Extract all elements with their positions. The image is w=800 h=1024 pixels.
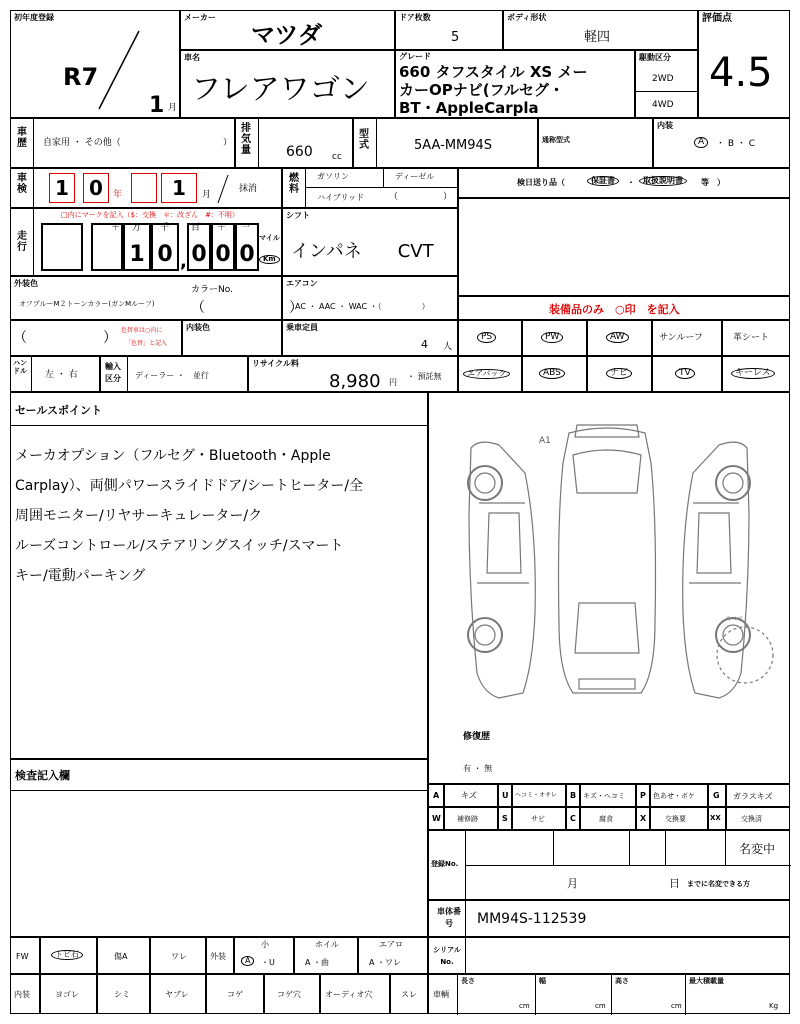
legend-x: X — [640, 814, 647, 823]
grade-line1: 660 タフスタイル XS メー — [399, 63, 588, 81]
shaken-cancel: 抹消 — [239, 184, 258, 194]
mileage-comma: , — [180, 251, 187, 272]
legend-c-text: 腐食 — [599, 815, 613, 823]
legend-p: P — [640, 791, 646, 800]
maker-label: メーカー — [184, 13, 216, 22]
interior-color-cell — [182, 320, 282, 356]
sales-line-2: Carplay）、両側パワースライドドア/シートヒーター/全 — [15, 478, 364, 494]
interior-color-label: 内装色 — [186, 323, 210, 332]
interior-grade-cell — [653, 118, 790, 168]
legend-b: B — [570, 791, 577, 800]
doors-label: ドア枚数 — [399, 13, 431, 22]
equip-keyless-label: キーレス — [731, 368, 775, 379]
mileage-hyaku: 百 — [191, 223, 201, 233]
int-label-cell — [10, 974, 40, 1014]
ext-wheel-label: ホイル — [315, 940, 339, 949]
color-no-label: カラーNo. — [191, 285, 233, 295]
grade-cell — [395, 50, 635, 118]
repair-label: 修復歴 — [463, 732, 491, 742]
car-diagram-cell — [428, 392, 790, 784]
drive-4wd: 4WD — [652, 100, 674, 110]
dims-label: 車輌 — [433, 990, 449, 999]
diagram-spare-label: スペア — [725, 616, 744, 623]
dims-height-unit: cm — [671, 1002, 682, 1010]
fuel-hybrid: ハイブリッド — [317, 193, 365, 202]
equip-leather-label: 革シート — [733, 333, 770, 343]
fw-ware: ワレ — [171, 952, 187, 961]
fw-item-1 — [40, 937, 97, 974]
equip-keyless — [722, 356, 790, 392]
grade-score-label: 評価点 — [702, 13, 732, 24]
mileage-digit-6: 0 — [235, 223, 259, 271]
equipment-header — [458, 296, 790, 320]
displacement-value: 660 — [286, 144, 313, 160]
legend-s: S — [502, 814, 508, 823]
chassis-label: 車体番号 — [437, 907, 461, 928]
color-change-close: ） — [103, 330, 117, 346]
ext-wheel-opts: A ・曲 — [305, 958, 330, 967]
fuel-other-open: （ — [389, 192, 399, 202]
ext-small-a: A — [241, 956, 254, 966]
attachments-end: 等 ） — [701, 178, 725, 187]
model-value: 5AA-MM94S — [414, 138, 493, 153]
capacity-value: 4 — [421, 338, 428, 351]
int-item-4 — [206, 974, 264, 1014]
history-close: ） — [223, 138, 233, 148]
maker-cell — [180, 10, 395, 50]
ext-label: 外装 — [210, 952, 226, 961]
sales-line-5: キー/電動パーキング — [15, 568, 146, 584]
slash-line — [11, 11, 181, 119]
capacity-label: 乗車定員 — [286, 323, 318, 332]
shaken-slash — [214, 169, 234, 209]
equip-aw — [587, 320, 652, 356]
equip-tv — [652, 356, 722, 392]
inspection-cell — [10, 759, 428, 937]
reg-deadline: までに名変できる方 — [687, 880, 750, 888]
color-change-open: （ — [13, 330, 27, 346]
int-item-5 — [264, 974, 320, 1014]
shaken-label: 車検 — [17, 173, 27, 195]
capacity-unit: 人 — [443, 342, 453, 352]
fuel-diesel: ディーゼル — [395, 172, 435, 181]
aircon-label: エアコン — [286, 279, 318, 288]
fw-item-3 — [150, 937, 206, 974]
mileage-km: Km — [259, 255, 280, 264]
int-item-2 — [97, 974, 150, 1014]
int-kogeana: コゲ穴 — [277, 990, 301, 999]
fw-tobiishi: トビ石 — [51, 950, 83, 960]
shift-value: インパネ CVT — [291, 241, 434, 262]
int-item-1 — [40, 974, 97, 1014]
car-name-value: フレアワゴン — [191, 72, 370, 107]
interior-grade-label: 内装 — [657, 121, 673, 130]
legend-w-text: 補修跡 — [457, 815, 478, 823]
ext-aero-label: エアロ — [379, 940, 403, 949]
attachments-opt2: 取扱説明書 — [639, 176, 687, 186]
equip-pw — [522, 320, 587, 356]
grade-line2: カーOPナビ(フルセグ・ — [399, 81, 565, 99]
reg-no-label: 登録No. — [431, 860, 459, 868]
legend-u-text: ヘコミ・オサレ — [515, 792, 557, 799]
int-yogore: ヨゴレ — [55, 990, 79, 999]
doors-value: 5 — [451, 30, 460, 45]
chassis-cell — [428, 900, 790, 937]
first-reg-month: 1 — [149, 93, 165, 118]
name-change-label: 名変中 — [739, 842, 776, 856]
equip-abs — [522, 356, 587, 392]
doors-cell — [395, 10, 503, 50]
import-label: 輸入区分 — [105, 362, 121, 383]
serial-cell — [428, 937, 790, 974]
dims-load-unit: Kg — [769, 1002, 779, 1010]
handle-cell — [10, 356, 100, 392]
body-label: ボディ形状 — [507, 13, 547, 22]
dims-cell — [428, 974, 790, 1014]
common-model-cell — [538, 118, 653, 168]
dims-height: 高さ — [615, 977, 629, 985]
fw-label: FW — [16, 952, 29, 961]
sales-line-4: ルーズコントロール/ステアリングスイッチ/スマート — [15, 538, 344, 554]
recycle-unit: 円 — [389, 378, 397, 387]
legend-u: U — [502, 791, 509, 800]
dims-width-unit: cm — [595, 1002, 606, 1010]
legend-x-text: 交換要 — [665, 815, 686, 823]
fw-item-2 — [97, 937, 150, 974]
legend-grid — [428, 784, 790, 830]
import-cell — [100, 356, 248, 392]
aircon-cell — [282, 276, 458, 320]
ext-small-u: ・U — [261, 958, 275, 967]
color-change-note2: 「色替」と記入 — [125, 340, 168, 347]
attachments-sep: ・ — [627, 178, 635, 187]
mileage-cell — [10, 208, 282, 276]
fw-kizu: 傷A — [114, 952, 128, 961]
legend-a-text: キズ — [461, 791, 477, 800]
mileage-juu: ＋ — [217, 223, 227, 233]
interior-grade-a: A — [694, 137, 708, 148]
equipment-grid — [458, 320, 790, 392]
equip-aw-label: AW — [606, 332, 629, 343]
equip-navi — [587, 356, 652, 392]
equip-sunroof-label: サンルーフ — [659, 333, 703, 343]
shaken-cell — [10, 168, 282, 208]
grade-label: グレード — [399, 52, 431, 61]
drive-label: 駆動区分 — [639, 53, 671, 62]
shaken-year-d2: 0 — [83, 173, 109, 203]
maker-value: マツダ — [251, 21, 323, 49]
serial-label: シリアルNo. — [433, 946, 461, 966]
int-item-6 — [320, 974, 390, 1014]
legend-b-text: キズ・ヘコミ — [583, 792, 625, 800]
legend-p-text: 色あせ・ボケ — [653, 792, 695, 800]
first-reg-label: 初年度登録 — [14, 13, 54, 22]
equip-tv-label: TV — [675, 368, 695, 379]
common-model-label: 通称型式 — [542, 136, 570, 144]
mileage-digit-4: 0 — [187, 223, 211, 271]
equip-ps — [458, 320, 522, 356]
fuel-cell — [282, 168, 458, 208]
shaken-year-d1: 1 — [49, 173, 75, 203]
handle-value: 左 ・ 右 — [45, 370, 78, 380]
model-label: 型式 — [359, 129, 369, 151]
body-cell — [503, 10, 698, 50]
legend-xx: XX — [710, 814, 721, 822]
color-change-cell — [10, 320, 182, 356]
recycle-value: 8,980 — [329, 371, 381, 392]
ext-aero-cell — [358, 937, 428, 974]
mileage-digit-2: 1 — [123, 223, 151, 271]
capacity-cell — [282, 320, 458, 356]
interior-grade-bc: ・ B ・ C — [716, 139, 756, 149]
attachments-cell — [458, 168, 790, 198]
drive-cell — [635, 50, 698, 118]
attachments-opt1: 保証書 — [587, 176, 619, 186]
shift-cell — [282, 208, 458, 276]
int-item-7 — [390, 974, 428, 1014]
reg-day: 日 — [669, 877, 680, 890]
grade-score-value: 4.5 — [709, 50, 773, 96]
car-name-label: 車名 — [184, 53, 200, 62]
fuel-gasoline: ガソリン — [317, 172, 349, 181]
fuel-other-close: ） — [443, 192, 453, 202]
repair-value: 有 ・ 無 — [463, 764, 493, 773]
body-value: 軽四 — [584, 30, 611, 45]
history-value: 自家用 ・ その他（ — [43, 138, 121, 148]
first-reg-cell — [10, 10, 180, 118]
grade-line3: BT・AppleCarpla — [399, 99, 539, 117]
legend-a: A — [433, 791, 440, 800]
reg-no-cell — [428, 830, 790, 900]
legend-g: G — [713, 791, 720, 800]
legend-xx-text: 交換済 — [741, 815, 762, 823]
attachments-label: 検日送り品（ — [517, 178, 565, 187]
dims-width: 幅 — [539, 977, 546, 985]
displacement-unit: cc — [332, 152, 342, 162]
car-diagram — [429, 393, 789, 783]
history-label: 車歴 — [17, 127, 27, 149]
ext-aero-opts: A ・ワレ — [369, 958, 402, 967]
ext-small-label: 小 — [261, 940, 269, 949]
displacement-label: 排気量 — [241, 123, 251, 156]
equip-airbag-label: エアバック — [463, 369, 510, 379]
int-koge: コゲ — [227, 990, 243, 999]
sales-line-1: メーカオプション（フルセグ・Bluetooth・Apple — [15, 448, 331, 464]
equip-navi-label: ナビ — [606, 368, 632, 379]
int-sure: スレ — [401, 990, 417, 999]
exterior-color-value: オフブルーM２トーンカラー(ガンMルーフ) — [19, 300, 155, 308]
mileage-sen: 千 — [160, 223, 170, 233]
legend-g-text: ガラスキズ — [733, 792, 773, 801]
shift-label: シフト — [286, 211, 310, 220]
sales-line-3: 周囲モニター/リヤサーキュレーター/ク — [15, 508, 263, 524]
recycle-deposit: ・ 預託無 — [407, 372, 442, 381]
mileage-man: 万 — [132, 223, 142, 233]
mileage-plus: ＋ — [111, 223, 121, 233]
legend-w: W — [432, 814, 441, 823]
handle-label: ハンドル — [13, 359, 27, 375]
equip-leather — [722, 320, 790, 356]
mileage-ichi: 一 — [241, 223, 251, 233]
shaken-year-unit: 年 — [113, 190, 123, 200]
mileage-digit-3: 0 — [151, 223, 179, 271]
fuel-label: 燃料 — [289, 173, 299, 195]
sales-points-cell — [10, 392, 428, 759]
fw-label-cell — [10, 937, 40, 974]
mileage-mark-box — [41, 223, 83, 271]
recycle-cell — [248, 356, 458, 392]
mileage-note: □内にマークを記入（$：交換 ＊：改ざん #：不明） — [61, 211, 239, 219]
dims-length: 長さ — [461, 977, 475, 985]
attachments-area — [458, 198, 790, 296]
sales-points-label: セールスポイント — [15, 404, 103, 417]
ext-small-cell — [234, 937, 294, 974]
dims-length-unit: cm — [519, 1002, 530, 1010]
equip-abs-label: ABS — [539, 368, 565, 379]
dims-load: 最大積載量 — [689, 977, 724, 985]
inspection-label: 検査記入欄 — [15, 769, 70, 782]
shaken-month-d1 — [131, 173, 157, 203]
import-value: ディーラー ・ 並行 — [135, 371, 209, 380]
mileage-label: 走行 — [17, 231, 27, 253]
equip-ps-label: PS — [477, 332, 496, 343]
ext-label-cell — [206, 937, 234, 974]
history-cell — [10, 118, 235, 168]
model-cell — [353, 118, 538, 168]
mileage-mile: マイル — [259, 234, 280, 242]
color-change-note1: 色替車は○内に — [121, 327, 163, 334]
ext-wheel-cell — [294, 937, 358, 974]
drive-2wd: 2WD — [652, 74, 674, 84]
first-reg-month-unit: 月 — [168, 103, 178, 113]
diagram-mark-a1: A1 — [539, 436, 551, 446]
equip-pw-label: PW — [541, 332, 563, 343]
mileage-digit-5: 0 — [211, 223, 235, 271]
aircon-value: AC ・ AAC ・ WAC ・（ ） — [295, 302, 430, 311]
grade-score-cell — [698, 10, 790, 118]
displacement-cell — [235, 118, 353, 168]
legend-c: C — [570, 814, 576, 823]
first-reg-era: R7 — [63, 63, 99, 91]
recycle-label: リサイクル料 — [252, 359, 299, 368]
equip-sunroof — [652, 320, 722, 356]
car-name-cell — [180, 50, 395, 118]
chassis-value: MM94S-112539 — [477, 911, 587, 927]
shaken-month-unit: 月 — [202, 190, 212, 200]
int-shimi: シミ — [114, 990, 130, 999]
exterior-color-label: 外装色 — [14, 279, 38, 288]
legend-s-text: サビ — [531, 815, 545, 823]
int-item-3 — [150, 974, 206, 1014]
int-audio: オーディオ穴 — [325, 990, 373, 999]
equipment-header-text: 装備品のみ ○印 を記入 — [549, 303, 680, 316]
int-label: 内装 — [14, 990, 30, 999]
reg-month: 月 — [567, 877, 578, 890]
color-no-value: （ ） — [191, 300, 303, 316]
equip-airbag — [458, 356, 522, 392]
int-yabure: ヤブレ — [165, 990, 189, 999]
shaken-month-d2: 1 — [161, 173, 197, 203]
